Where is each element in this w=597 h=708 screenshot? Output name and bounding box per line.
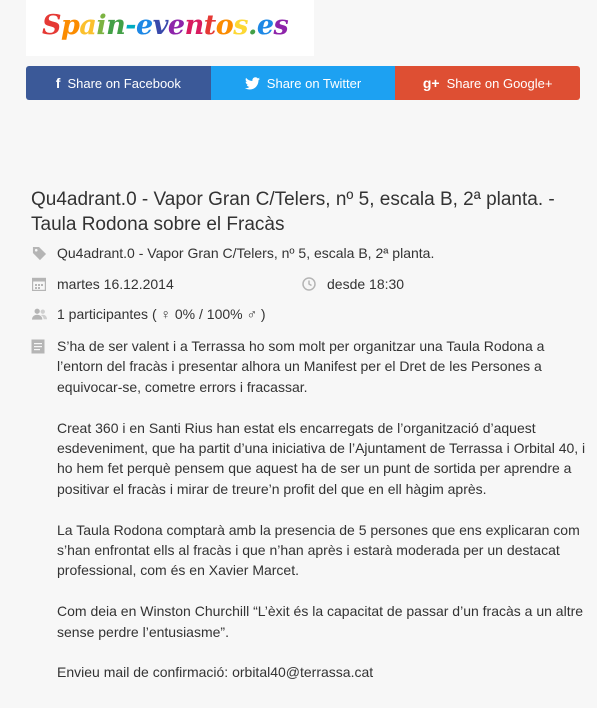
logo-letter: v: [152, 10, 168, 41]
share-bar: [26, 66, 580, 100]
venue-text: Qu4adrant.0 - Vapor Gran C/Telers, nº 5, escala B, 2ª planta.: [57, 245, 435, 261]
share-twitter-label: Share on Twitter: [266, 75, 362, 91]
share-google-button[interactable]: [395, 66, 580, 100]
description-paragraph: Com deia en Winston Churchill “L’èxit és la capacitat de passar d’un fracàs a un altre sense perdre l’entusiasme”.: [57, 603, 584, 640]
site-logo[interactable]: [42, 10, 288, 41]
event-time: desde 18:30: [327, 276, 405, 292]
logo-letter: e: [136, 10, 153, 41]
event-date: martes 16.12.2014: [57, 276, 174, 292]
logo-letter: o: [215, 10, 234, 41]
tag-icon: [31, 245, 47, 261]
share-twitter-button[interactable]: [211, 66, 396, 100]
google-plus-icon: g+: [422, 75, 440, 91]
logo-letter: .: [247, 10, 257, 41]
confirmation-line: [57, 662, 587, 682]
date-row: [31, 276, 431, 292]
time-block: [301, 276, 404, 292]
logo-letter: e: [256, 10, 274, 41]
users-icon: [31, 306, 47, 322]
logo-letter: i: [96, 10, 107, 41]
logo-letter: a: [79, 10, 97, 41]
share-google-label: Share on Google+: [446, 75, 553, 91]
description-paragraph: La Taula Rodona comptarà amb la presencia de 5 persones que ens explicaran com s’han enfrontat ells al fracàs i que n’han après i estarà moderada per un destacat professional, com és en Xavier Marcet.: [57, 521, 580, 579]
logo-letter: -: [125, 10, 137, 41]
share-facebook-label: Share on Facebook: [67, 75, 181, 91]
logo-letter: t: [203, 10, 216, 41]
logo-letter: n: [184, 10, 204, 41]
logo-letter: S: [42, 10, 61, 41]
description-paragraph: Creat 360 i en Santi Rius han estat els encarregats de l’organització d’aquest esdeveniment, que ha partit d’una iniciativa de l’Ajuntament de Terrassa i Orbital 40, i ho hem fet perquè pensem que aquest ha de ser un punt de sortida per aprendre a positivar el fracàs i mirar de treure’n profit del que en ell hàgim après.: [57, 419, 586, 497]
clock-icon: [301, 276, 317, 292]
participants-row: [31, 306, 266, 322]
participants-text: 1 participantes ( ♀ 0% / 100% ♂ ): [57, 306, 266, 322]
description-paragraph: S’ha de ser valent i a Terrassa ho som molt per organitzar una Taula Rodona a l’entorn del fracàs i presentar alhora un Manifest per el Dret de les Persones a equivocar-se, cometre errors i fracassar.: [57, 338, 545, 395]
logo-letter: n: [106, 10, 126, 41]
event-title: Qu4adrant.0 - Vapor Gran C/Telers, nº 5, escala B, 2ª planta. - Taula Rodona sobre el Fracàs: [31, 189, 555, 235]
logo-container: [26, 0, 314, 56]
calendar-icon: [31, 276, 47, 292]
logo-letter: e: [167, 10, 185, 41]
event-description: [57, 336, 587, 703]
logo-letter: s: [273, 10, 289, 41]
share-facebook-button[interactable]: [26, 66, 211, 100]
venue-row: [31, 245, 434, 261]
twitter-icon: [245, 77, 260, 90]
facebook-icon: f: [55, 75, 61, 91]
logo-letter: p: [61, 10, 80, 41]
logo-letter: s: [233, 10, 248, 41]
document-icon: [31, 339, 45, 359]
confirmation-email-link[interactable]: orbital40@terrassa.cat: [232, 664, 374, 681]
confirmation-label: Envieu mail de confirmació:: [57, 664, 233, 681]
